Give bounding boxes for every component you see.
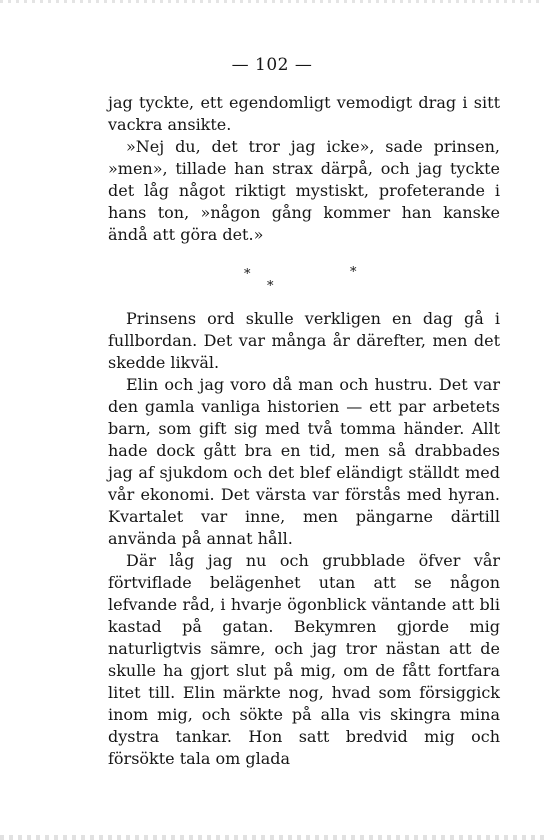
paragraph: Elin och jag voro då man och hustru. Det var den gamla vanliga historien — ett par arbetets barn, som gift sig med två tomma händer. Allt hade dock gått bra en tid, men så drabbades jag af sjukdom och det blef eländigt ställdt med vår ekonomi. Det värsta var förstås med hyran. Kvartalet var inne, men pängarne därtill använda på annat håll. bbox=[108, 375, 500, 548]
page-bottom-edge bbox=[0, 835, 544, 840]
asterisk-ornament: * bbox=[244, 267, 251, 282]
asterisk-ornament: * bbox=[267, 279, 274, 294]
asterisk-ornament: * bbox=[350, 265, 357, 280]
text-section-2 bbox=[108, 308, 500, 770]
text-section-1 bbox=[108, 92, 500, 246]
paragraph: Där låg jag nu och grubblade öfver vår förtviflade belägenhet utan att se någon lefvande råd, i hvarje ögonblick väntande att bli kastad på gatan. Bekymren gjorde mig naturligtvis sämre, och jag tror nästan att de skulle ha gjort slut på mig, om de fått fortfara litet till. Elin märkte nog, hvad som försiggick inom mig, och sökte på alla vis skingra mina dystra tankar. Hon satt bredvid mig och försökte tala om glada bbox=[108, 551, 500, 768]
paragraph: Prinsens ord skulle verkligen en dag gå i fullbordan. Det var många år därefter, men det skedde likväl. bbox=[108, 309, 500, 372]
paragraph: jag tyckte, ett egendomligt vemodigt drag i sitt vackra ansikte. bbox=[108, 93, 500, 134]
page-number: — 102 — bbox=[231, 55, 313, 75]
section-separator bbox=[0, 258, 544, 298]
page-top-edge bbox=[0, 0, 544, 3]
paragraph: »Nej du, det tror jag icke», sade prinsen, »men», tillade han strax därpå, och jag tyckte det låg något riktigt mystiskt, profeterande i hans ton, »någon gång kommer han kanske ändå att göra det.» bbox=[108, 137, 500, 244]
